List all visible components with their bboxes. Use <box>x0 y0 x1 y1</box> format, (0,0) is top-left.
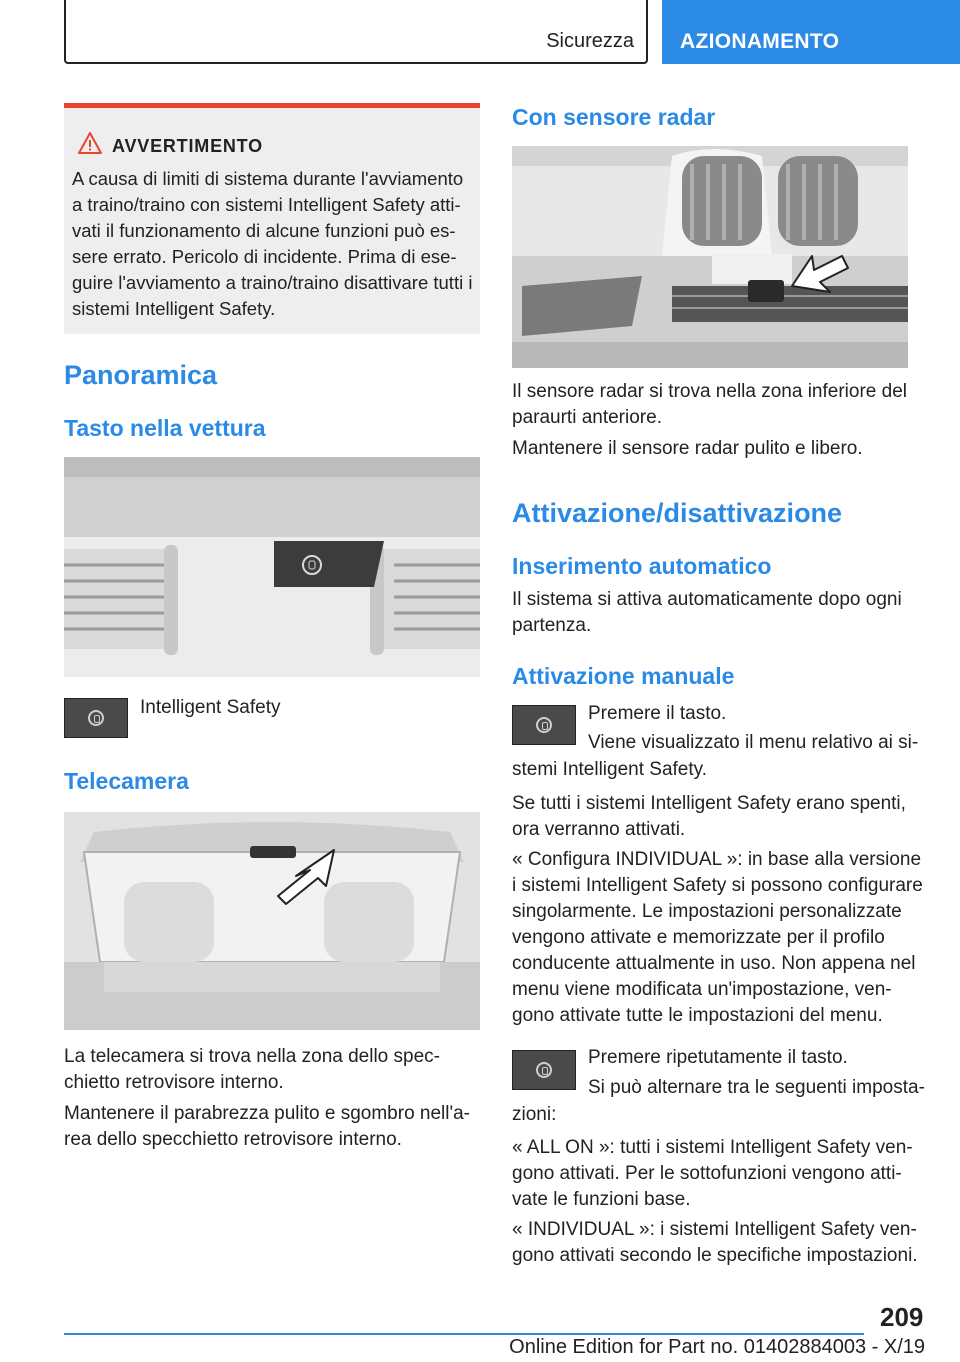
warning-title: AVVERTIMENTO <box>112 136 263 156</box>
dashboard-button-image <box>64 457 480 677</box>
auto-text: Il sistema si attiva automaticamente dopo ogni partenza. <box>512 589 902 636</box>
press-repeat-text: Premere ripetutamente il tasto. <box>588 1047 848 1068</box>
radar-text-2: Mantenere il sensore radar pulito e libero. <box>512 438 863 459</box>
page-number: 209 <box>880 1302 924 1332</box>
manual-button-icon <box>512 705 576 745</box>
auto-heading: Inserimento automatico <box>512 553 772 579</box>
camera-text-2: Mantenere il parabrezza pulito e sgombro nell'a- rea dello specchietto retrovisore interno. <box>64 1103 471 1150</box>
header-chapter-tab <box>662 0 960 64</box>
overview-heading: Panoramica <box>64 360 218 390</box>
camera-image <box>64 812 480 1030</box>
header-chapter-label: AZIONAMENTO <box>680 30 840 53</box>
warning-triangle-icon <box>78 132 102 154</box>
footer-divider <box>64 1333 864 1335</box>
activation-heading: Attivazione/disattivazione <box>512 498 843 528</box>
radar-heading: Con sensore radar <box>512 104 716 130</box>
alternate-text-a: Si può alternare tra le seguenti imposta- <box>588 1077 925 1098</box>
radar-text-1: Il sensore radar si trova nella zona inferiore del paraurti anteriore. <box>512 381 907 428</box>
off-text: Se tutti i sistemi Intelligent Safety erano spenti, ora verranno attivati. <box>512 793 906 840</box>
intelligent-safety-button-icon <box>64 698 128 738</box>
camera-heading: Telecamera <box>64 768 189 794</box>
radar-image <box>512 146 908 368</box>
menu-text-b: stemi Intelligent Safety. <box>512 759 708 780</box>
manual-heading: Attivazione manuale <box>512 663 735 689</box>
alternate-text-b: zioni: <box>512 1104 557 1125</box>
warning-box <box>64 103 480 334</box>
button-heading: Tasto nella vettura <box>64 415 266 441</box>
individual-text: « INDIVIDUAL »: i sistemi Intelligent Safety ven- gono attivati secondo le specifiche impostazioni. <box>512 1219 918 1266</box>
camera-text-1: La telecamera si trova nella zona dello spec- chietto retrovisore interno. <box>64 1046 440 1093</box>
all-on-text: « ALL ON »: tutti i sistemi Intelligent Safety ven- gono attivati. Per le sottofunzioni vengono atti- vate le funzioni base. <box>512 1137 913 1210</box>
press-key-text: Premere il tasto. <box>588 703 727 724</box>
menu-text-a: Viene visualizzato il menu relativo ai si- <box>588 732 919 753</box>
configure-text: « Configura INDIVIDUAL »: in base alla versione i sistemi Intelligent Safety si possono configurare singolarmente. Le impostazioni personalizzate vengono attivate e memorizzate per il profilo conducente attualmente in uso. Non appena nel menu viene modificata un'impostazione, ven- gono attivate tutte le impostazioni del menu. <box>512 849 923 1026</box>
footer-edition: Online Edition for Part no. 01402884003 - X/19 <box>509 1336 925 1358</box>
button-label: Intelligent Safety <box>140 697 281 718</box>
repeat-button-icon <box>512 1050 576 1090</box>
header-section-tab <box>64 0 648 64</box>
header-section-label: Sicurezza <box>546 30 634 52</box>
warning-text: A causa di limiti di sistema durante l'avviamento a traino/traino con sistemi Intelligent Safety atti- vati il funzionamento di alcune funzioni può es- sere errato. Pericolo di incidente. Prima di ese- guire l'avviamento a traino/traino disattivare tutti i sistemi Intelligent Safety. <box>72 168 473 319</box>
